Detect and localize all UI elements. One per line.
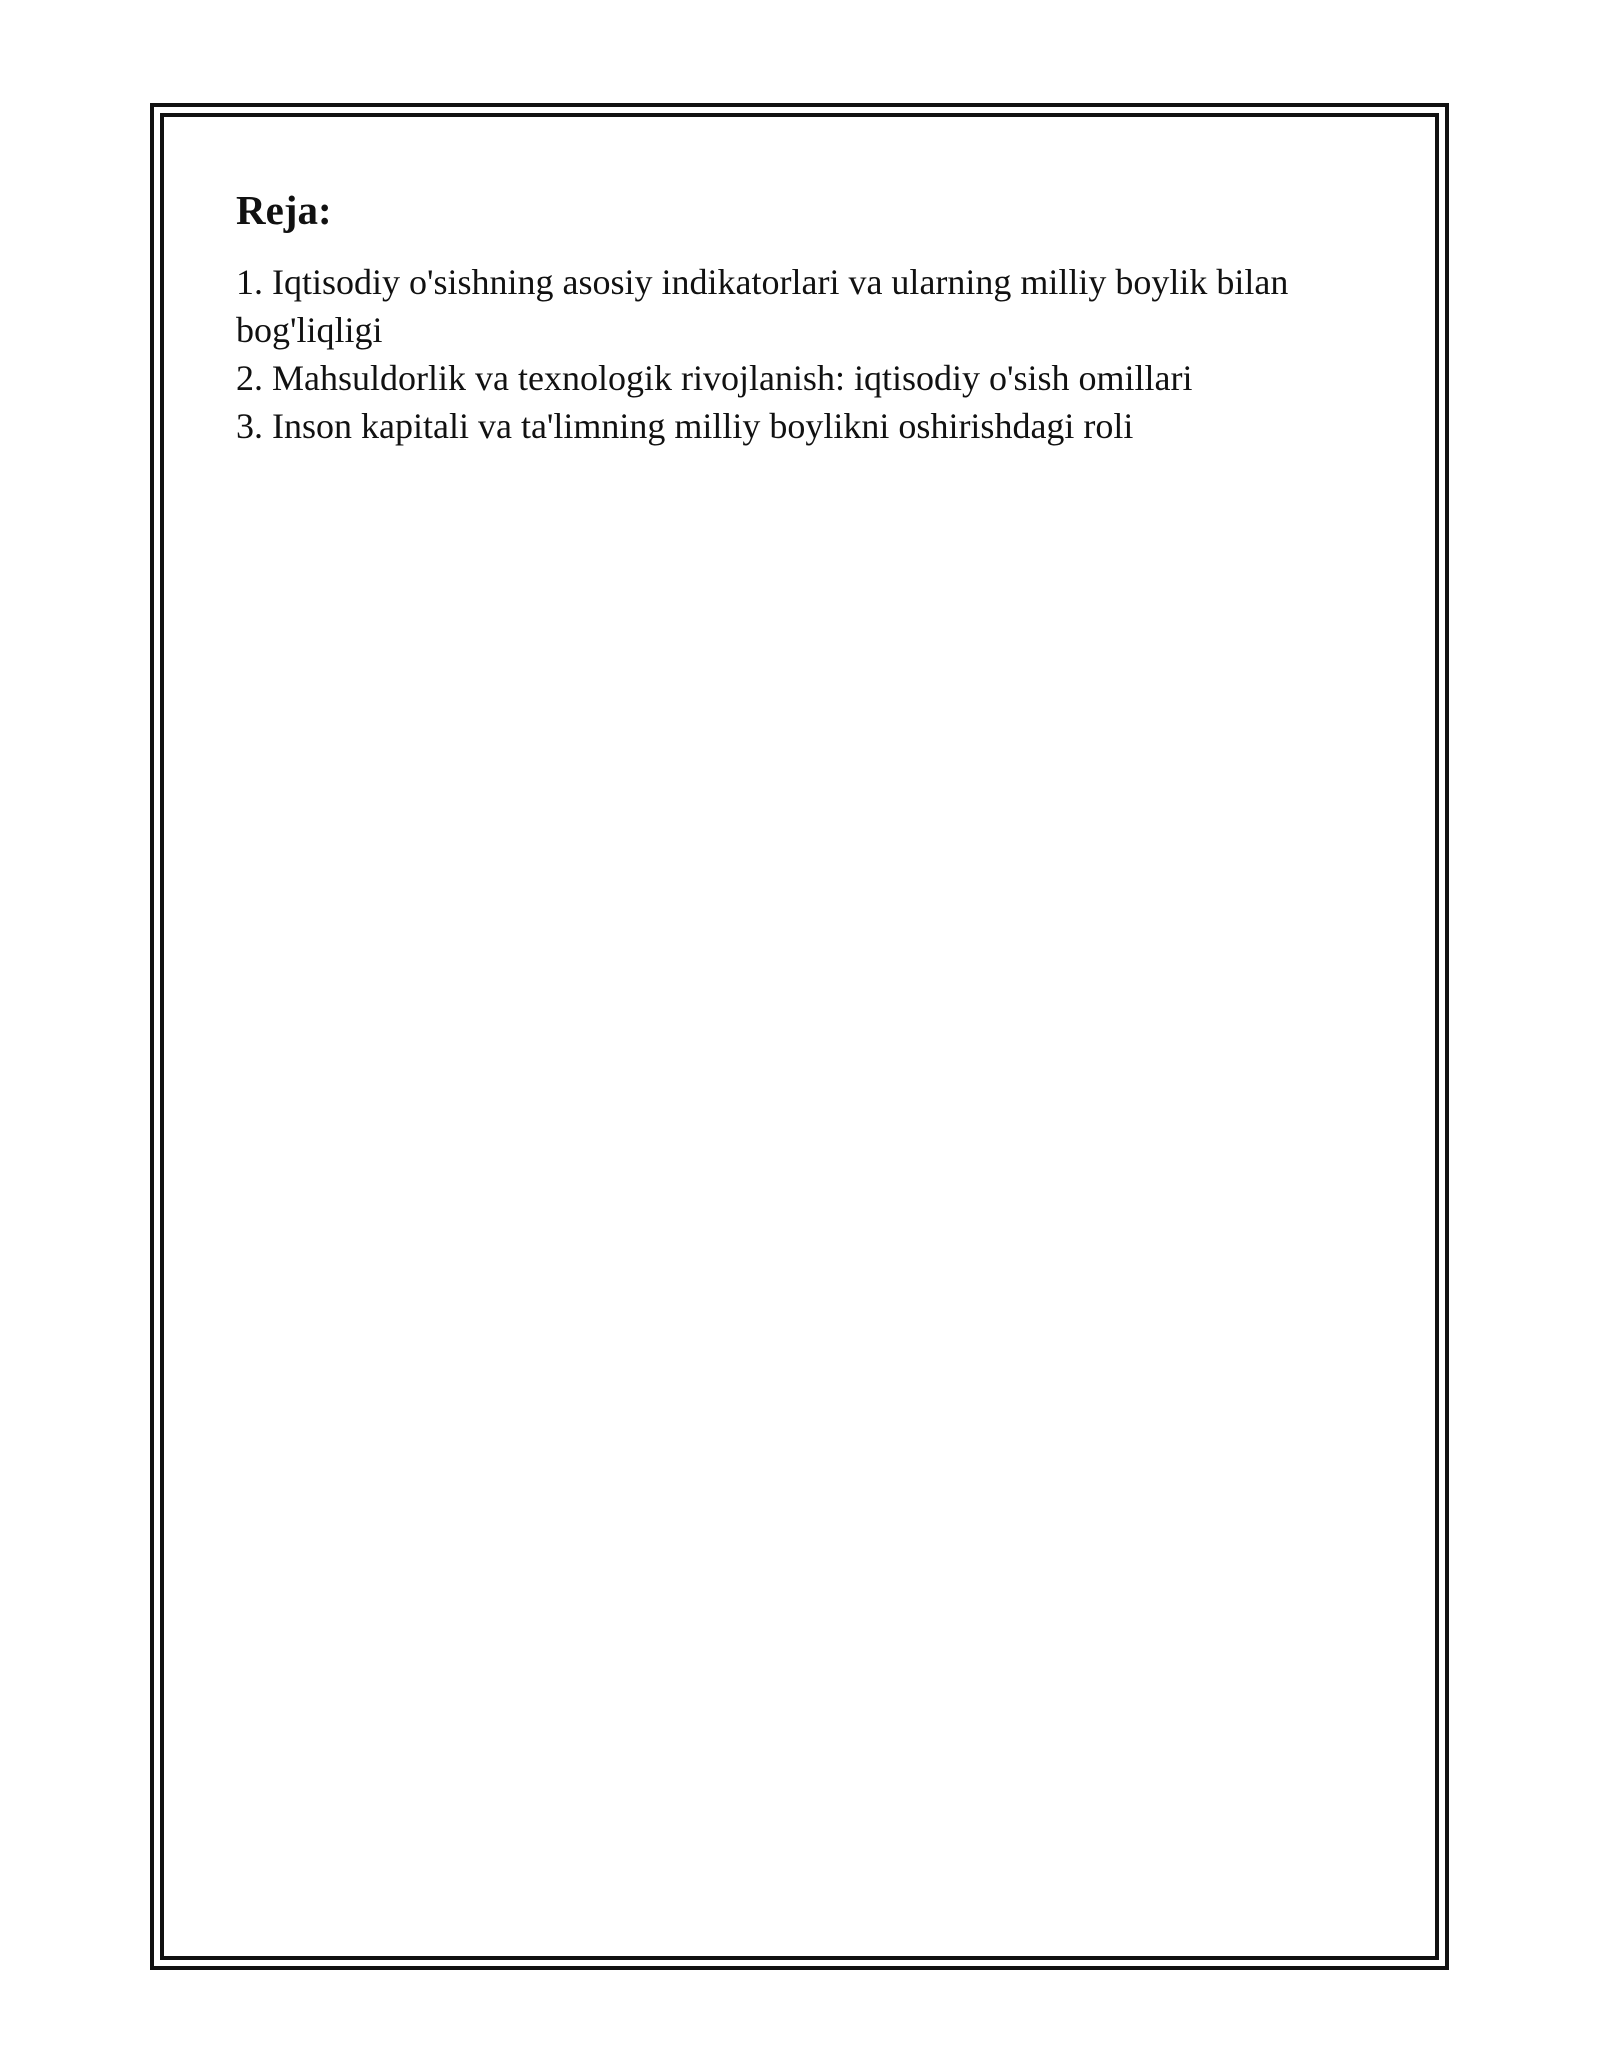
page-content xyxy=(236,186,1366,450)
plan-item-2: 2. Mahsuldorlik va texnologik rivojlanish: iqtisodiy o'sish omillari xyxy=(236,358,1193,398)
plan-item-1: 1. Iqtisodiy o'sishning asosiy indikatorlari va ularning milliy boylik bilan bog'liqligi xyxy=(236,262,1289,350)
page-title: Reja: xyxy=(236,187,332,233)
plan-list xyxy=(236,258,1366,450)
plan-item-3: 3. Inson kapitali va ta'limning milliy boylikni oshirishdagi roli xyxy=(236,406,1134,446)
